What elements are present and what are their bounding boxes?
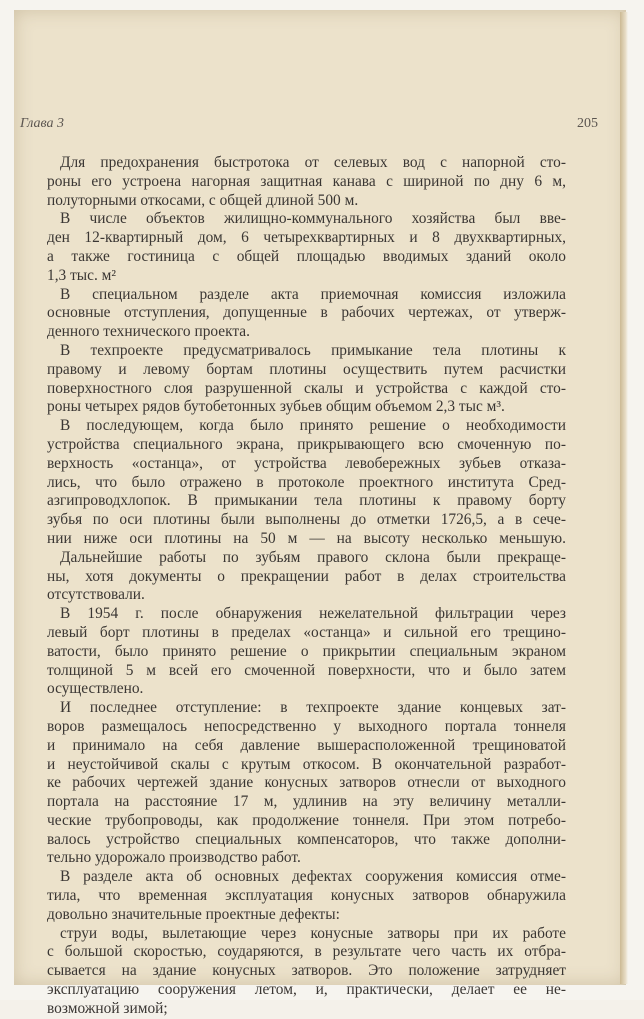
text-line: 1,3 тыс. м² xyxy=(47,266,117,284)
text-line: сывается на здание конусных затворов. Это положение затрудняет xyxy=(47,962,566,980)
text-line: осуществлено. xyxy=(47,680,144,698)
text-line: основные отступления, допущенные в рабочих чертежах, от утверж- xyxy=(47,304,566,322)
text-line: ке рабочих чертежей здание конусных затворов отнесли от выходного xyxy=(47,774,566,792)
text-line: верхность «останца», от устройства левобережных зубьев отказа- xyxy=(47,454,566,472)
text-line: зубья по оси плотины были выполнены до отметки 1726,5, а в сече- xyxy=(47,511,566,529)
text-line: И последнее отступление: в техпроекте здание концевых зат- xyxy=(60,699,566,717)
text-line: портала на расстояние 17 м, удлинив на эту величину металли- xyxy=(47,793,566,811)
text-line: Дальнейшие работы по зубьям правого склона были прекраще- xyxy=(60,548,566,566)
text-line: а также гостиница с общей площадью вводимых зданий около xyxy=(47,247,566,265)
text-line: довольно значительные проектные дефекты: xyxy=(47,905,340,923)
text-line: устройства специального экрана, прикрывающего всю смоченную по- xyxy=(47,435,566,453)
text-line: и неустойчивой скалы с крутым откосом. В окончательной разработ- xyxy=(47,755,566,773)
text-line: ческие трубопроводы, как продолжение тоннеля. При этом потребо- xyxy=(47,811,566,829)
text-line: отсутствовали. xyxy=(47,586,145,604)
text-line: поверхностного слоя разрушенной скалы и устройства с каждой сто- xyxy=(47,379,566,397)
text-line: В последующем, когда было принято решение о необходимости xyxy=(60,417,566,435)
text-line: В техпроекте предусматривалось примыкание тела плотины к xyxy=(60,341,566,359)
text-line: полуторными откосами, с общей длиной 500 м. xyxy=(47,191,359,209)
text-line: тельно удорожало производство работ. xyxy=(47,849,301,867)
text-line: тила, что временная эксплуатация конусных затворов обнаружила xyxy=(47,887,566,905)
text-line: В 1954 г. после обнаружения нежелательной фильтрации через xyxy=(60,605,566,623)
text-line: толщиной 5 м всей его смоченной поверхности, что и было затем xyxy=(47,661,566,679)
text-line: эксплуатацию сооружения летом, и, практически, делает ее не- xyxy=(47,981,566,999)
text-line: правому и левому бортам плотины осуществить путем расчистки xyxy=(47,360,566,378)
text-line: и принимало на себя давление вышерасположенной трещиноватой xyxy=(47,736,566,754)
chapter-label: Глава 3 xyxy=(20,116,64,131)
text-line: ватости, было принято решение о прикрытии специальным экраном xyxy=(47,642,566,660)
text-line: лись, что было отражено в протоколе проектного института Сред- xyxy=(47,473,566,491)
page-edge-shadow xyxy=(620,12,628,984)
text-line: воров размещалось непосредственно у выходного портала тоннеля xyxy=(47,717,566,735)
page-number: 205 xyxy=(577,116,598,131)
text-line: ны, хотя документы о прекращении работ в делах строительства xyxy=(47,567,566,585)
text-line: левый борт плотины в пределах «останца» и сильной его трещино- xyxy=(47,623,566,641)
text-line: азгипроводхлопок. В примыкании тела плотины к правому борту xyxy=(47,492,566,510)
text-line: денного технического проекта. xyxy=(47,323,250,341)
text-line: Для предохранения быстротока от селевых вод с напорной сто- xyxy=(60,154,566,171)
text-line: В специальном разделе акта приемочная комиссия изложила xyxy=(60,285,566,303)
text-line: роны четырех рядов бутобетонных зубьев общим объемом 2,3 тыс м³. xyxy=(47,398,505,416)
text-line: В числе объектов жилищно-коммунального хозяйства был вве- xyxy=(60,210,566,228)
text-line: нии ниже оси плотины на 50 м — на высоту несколько меньшую. xyxy=(47,529,566,547)
text-line: с большой скоростью, соударяются, в результате чего часть их отбра- xyxy=(47,943,566,961)
text-line: В разделе акта об основных дефектах сооружения комиссия отме- xyxy=(60,868,566,886)
body-text xyxy=(47,154,566,1019)
text-line: валось устройство специальных компенсаторов, что также дополни- xyxy=(47,830,566,848)
text-line: струи воды, вылетающие через конусные затворы при их работе xyxy=(60,924,566,942)
text-line: роны его устроена нагорная защитная канава с шириной по дну 6 м, xyxy=(47,172,566,190)
text-line: ден 12-квартирный дом, 6 четырехквартирных и 8 двухквартирных, xyxy=(47,229,566,247)
text-line: возможной зимой; xyxy=(47,999,168,1017)
